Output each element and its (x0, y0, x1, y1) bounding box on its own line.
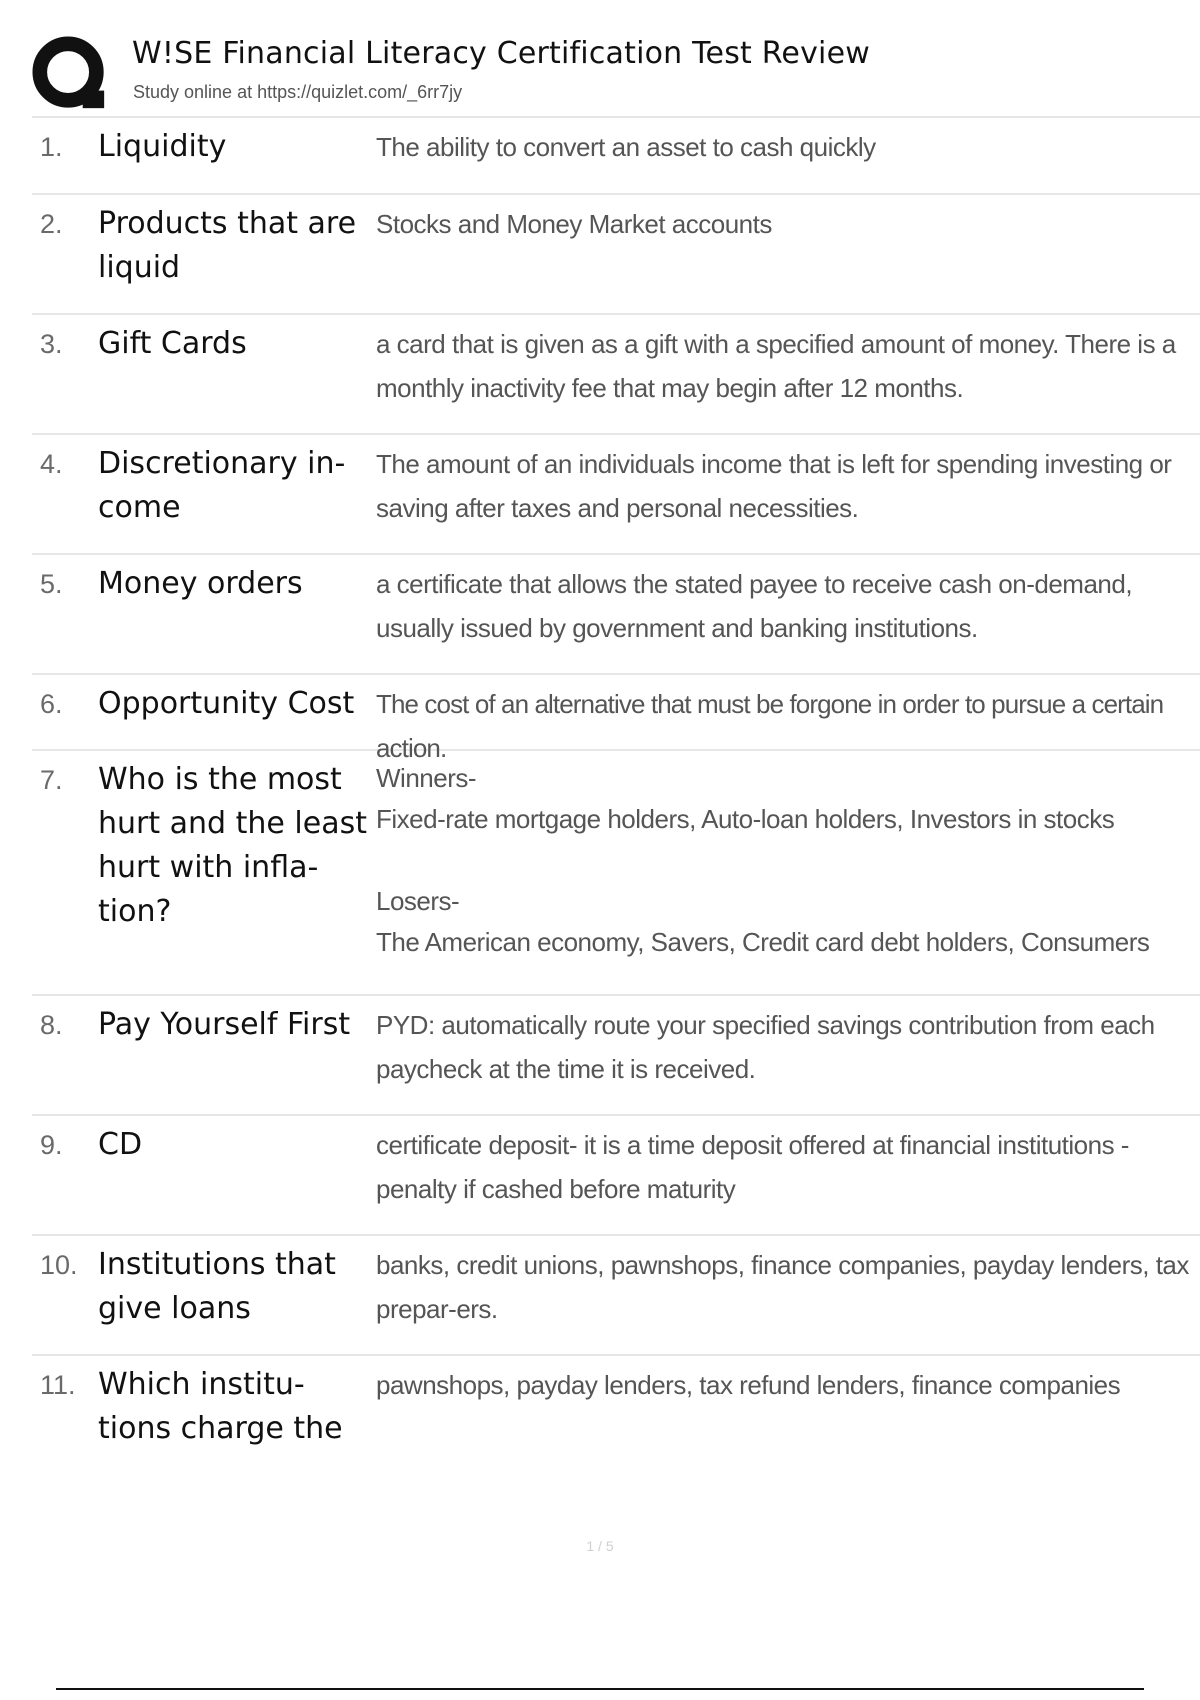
term-definition: The amount of an individuals income that is left for spending investing or saving after taxes and personal necessities. (376, 449, 1172, 523)
term-name: Pay Yourself First (98, 1007, 351, 1042)
term-number: 11. (40, 1370, 76, 1400)
term-row (32, 996, 1200, 1116)
term-name: Liquidity (98, 129, 227, 164)
term-number: 3. (40, 329, 63, 359)
term-number: 10. (40, 1250, 78, 1280)
term-name: CD (98, 1127, 143, 1162)
term-row (32, 315, 1200, 435)
term-name: Opportunity Cost (98, 686, 355, 721)
term-definition: Stocks and Money Market accounts (376, 209, 772, 239)
term-name: Which institu-tions charge the (98, 1367, 343, 1446)
term-row (32, 1116, 1200, 1236)
term-definition: pawnshops, payday lenders, tax refund lenders, finance companies (376, 1370, 1121, 1400)
document-title: W!SE Financial Literacy Certification Test Review (132, 36, 870, 71)
term-number: 4. (40, 449, 63, 479)
term-definition: a certificate that allows the stated payee to receive cash on-demand, usually issued by government and banking institutions. (376, 569, 1133, 643)
term-name: Products that are liquid (98, 206, 357, 285)
term-definition: banks, credit unions, pawnshops, finance companies, payday lenders, tax prepar-ers. (376, 1250, 1189, 1324)
term-name: Institutions that give loans (98, 1247, 336, 1326)
page-number: 1 / 5 (586, 1538, 614, 1554)
term-row (32, 118, 1200, 195)
term-name: Gift Cards (98, 326, 247, 361)
term-row (32, 751, 1200, 996)
terms-list (32, 118, 1200, 1476)
term-name: Who is the most hurt and the least hurt with infla-tion? (98, 762, 367, 929)
term-number: 9. (40, 1130, 63, 1160)
bottom-divider (56, 1688, 1144, 1690)
term-row (32, 555, 1200, 675)
term-number: 8. (40, 1010, 63, 1040)
term-number: 6. (40, 689, 63, 719)
term-definition: a card that is given as a gift with a specified amount of money. There is a monthly inactivity fee that may begin after 12 months. (376, 329, 1176, 403)
term-row (32, 1356, 1200, 1476)
term-row (32, 675, 1200, 763)
page-header (32, 34, 1200, 116)
term-row (32, 435, 1200, 555)
study-online-link[interactable]: Study online at https://quizlet.com/_6rr7jy (133, 82, 463, 102)
term-definition: The ability to convert an asset to cash quickly (376, 132, 876, 162)
term-number: 1. (40, 132, 63, 162)
term-number: 2. (40, 209, 63, 239)
term-definition: certificate deposit- it is a time deposit offered at financial institutions - penalty if cashed before maturity (376, 1130, 1129, 1204)
term-number: 7. (40, 765, 63, 795)
term-definition: The cost of an alternative that must be forgone in order to pursue a certain action. (376, 689, 1164, 763)
term-number: 5. (40, 569, 63, 599)
term-definition: PYD: automatically route your specified savings contribution from each paycheck at the time it is received. (376, 1010, 1155, 1084)
term-name: Money orders (98, 566, 303, 601)
term-row (32, 1236, 1200, 1356)
term-row (32, 195, 1200, 315)
term-name: Discretionary in-come (98, 446, 346, 525)
quizlet-q-logo-icon (32, 36, 110, 114)
term-definition: Winners- Fixed-rate mortgage holders, Auto-loan holders, Investors in stocks Losers- The American economy, Savers, Credit card debt holders, Consumers (376, 763, 1150, 957)
